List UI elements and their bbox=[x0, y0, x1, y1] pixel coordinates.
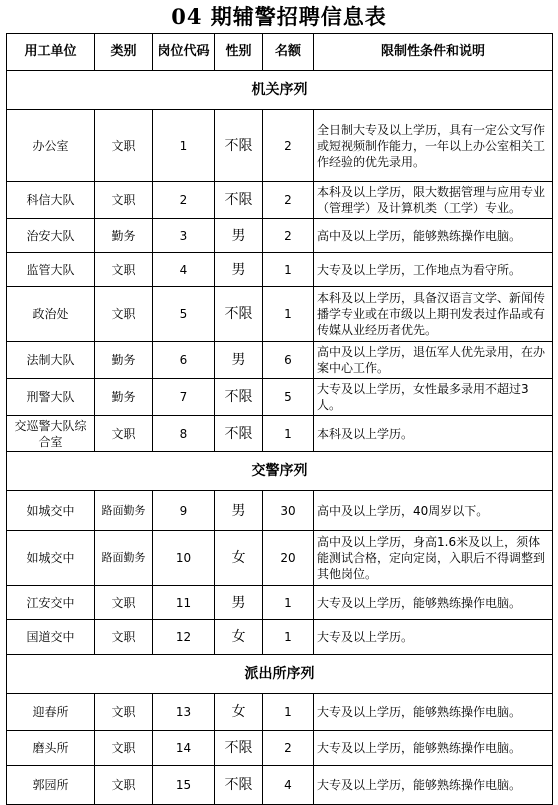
row-code: 3 bbox=[153, 219, 215, 253]
row-unit: 刑警大队 bbox=[7, 379, 95, 416]
table-row bbox=[7, 694, 553, 731]
row-code: 8 bbox=[153, 416, 215, 452]
row-quota: 1 bbox=[263, 287, 314, 342]
row-category: 勤务 bbox=[95, 342, 153, 379]
row-category: 勤务 bbox=[95, 219, 153, 253]
row-category: 文职 bbox=[95, 766, 153, 805]
row-code: 4 bbox=[153, 253, 215, 287]
row-code: 15 bbox=[153, 766, 215, 805]
row-category: 文职 bbox=[95, 731, 153, 766]
table-row bbox=[7, 416, 553, 452]
row-notes: 大专及以上学历，能够熟练操作电脑。 bbox=[314, 694, 553, 731]
row-unit: 磨头所 bbox=[7, 731, 95, 766]
row-unit: 办公室 bbox=[7, 110, 95, 182]
row-code: 11 bbox=[153, 586, 215, 620]
row-gender: 男 bbox=[215, 586, 263, 620]
row-code: 2 bbox=[153, 182, 215, 219]
row-category: 文职 bbox=[95, 253, 153, 287]
section-title: 派出所序列 bbox=[7, 655, 553, 694]
row-unit: 科信大队 bbox=[7, 182, 95, 219]
header-quota: 名额 bbox=[263, 34, 314, 71]
row-category: 文职 bbox=[95, 287, 153, 342]
section-title: 交警序列 bbox=[7, 452, 553, 491]
row-gender: 不限 bbox=[215, 182, 263, 219]
row-category: 路面勤务 bbox=[95, 531, 153, 586]
table-row bbox=[7, 731, 553, 766]
row-notes: 高中及以上学历，40周岁以下。 bbox=[314, 491, 553, 531]
row-quota: 2 bbox=[263, 110, 314, 182]
row-category: 文职 bbox=[95, 416, 153, 452]
row-quota: 1 bbox=[263, 253, 314, 287]
header-notes: 限制性条件和说明 bbox=[314, 34, 553, 71]
row-notes: 大专及以上学历，能够熟练操作电脑。 bbox=[314, 766, 553, 805]
table-row bbox=[7, 379, 553, 416]
row-gender: 男 bbox=[215, 219, 263, 253]
row-notes: 高中及以上学历，能够熟练操作电脑。 bbox=[314, 219, 553, 253]
row-category: 文职 bbox=[95, 586, 153, 620]
table-row bbox=[7, 620, 553, 655]
row-gender: 不限 bbox=[215, 731, 263, 766]
row-code: 1 bbox=[153, 110, 215, 182]
row-unit: 治安大队 bbox=[7, 219, 95, 253]
row-code: 14 bbox=[153, 731, 215, 766]
row-gender: 女 bbox=[215, 531, 263, 586]
row-code: 10 bbox=[153, 531, 215, 586]
table-row bbox=[7, 342, 553, 379]
row-quota: 6 bbox=[263, 342, 314, 379]
row-gender: 女 bbox=[215, 694, 263, 731]
header-category: 类别 bbox=[95, 34, 153, 71]
row-unit: 郭园所 bbox=[7, 766, 95, 805]
row-unit: 法制大队 bbox=[7, 342, 95, 379]
recruitment-table bbox=[6, 33, 553, 805]
header-code: 岗位代码 bbox=[153, 34, 215, 71]
header-unit: 用工单位 bbox=[7, 34, 95, 71]
row-unit: 江安交中 bbox=[7, 586, 95, 620]
row-quota: 1 bbox=[263, 586, 314, 620]
row-code: 9 bbox=[153, 491, 215, 531]
row-unit: 迎春所 bbox=[7, 694, 95, 731]
row-category: 文职 bbox=[95, 620, 153, 655]
row-notes: 大专及以上学历。 bbox=[314, 620, 553, 655]
row-quota: 2 bbox=[263, 219, 314, 253]
row-unit: 如城交中 bbox=[7, 531, 95, 586]
row-notes: 高中及以上学历，退伍军人优先录用，在办案中心工作。 bbox=[314, 342, 553, 379]
row-quota: 30 bbox=[263, 491, 314, 531]
row-quota: 4 bbox=[263, 766, 314, 805]
row-unit: 交巡警大队综合室 bbox=[7, 416, 95, 452]
table-row bbox=[7, 110, 553, 182]
row-gender: 不限 bbox=[215, 379, 263, 416]
table-row bbox=[7, 491, 553, 531]
row-notes: 本科及以上学历，限大数据管理与应用专业（管理学）及计算机类（工学）专业。 bbox=[314, 182, 553, 219]
row-code: 7 bbox=[153, 379, 215, 416]
row-notes: 大专及以上学历，能够熟练操作电脑。 bbox=[314, 586, 553, 620]
table-row bbox=[7, 182, 553, 219]
row-category: 路面勤务 bbox=[95, 491, 153, 531]
row-gender: 不限 bbox=[215, 287, 263, 342]
row-quota: 2 bbox=[263, 182, 314, 219]
row-code: 12 bbox=[153, 620, 215, 655]
row-code: 13 bbox=[153, 694, 215, 731]
table-body bbox=[7, 71, 553, 805]
row-quota: 2 bbox=[263, 731, 314, 766]
row-unit: 国道交中 bbox=[7, 620, 95, 655]
table-row bbox=[7, 253, 553, 287]
row-gender: 不限 bbox=[215, 416, 263, 452]
row-gender: 不限 bbox=[215, 110, 263, 182]
row-category: 文职 bbox=[95, 694, 153, 731]
row-unit: 政治处 bbox=[7, 287, 95, 342]
row-gender: 男 bbox=[215, 342, 263, 379]
row-notes: 全日制大专及以上学历，具有一定公文写作或短视频制作能力，一年以上办公室相关工作经验的优先录用。 bbox=[314, 110, 553, 182]
row-quota: 1 bbox=[263, 694, 314, 731]
row-unit: 监管大队 bbox=[7, 253, 95, 287]
row-notes: 大专及以上学历，能够熟练操作电脑。 bbox=[314, 731, 553, 766]
section-row bbox=[7, 71, 553, 110]
row-code: 6 bbox=[153, 342, 215, 379]
section-row bbox=[7, 452, 553, 491]
section-row bbox=[7, 655, 553, 694]
row-gender: 男 bbox=[215, 253, 263, 287]
row-notes: 大专及以上学历，工作地点为看守所。 bbox=[314, 253, 553, 287]
row-category: 勤务 bbox=[95, 379, 153, 416]
row-notes: 本科及以上学历。 bbox=[314, 416, 553, 452]
header-row bbox=[7, 34, 553, 71]
page-title: 04 期辅警招聘信息表 bbox=[171, 4, 387, 29]
row-code: 5 bbox=[153, 287, 215, 342]
header-gender: 性别 bbox=[215, 34, 263, 71]
row-gender: 不限 bbox=[215, 766, 263, 805]
row-notes: 大专及以上学历，女性最多录用不超过3人。 bbox=[314, 379, 553, 416]
section-title: 机关序列 bbox=[7, 71, 553, 110]
row-category: 文职 bbox=[95, 110, 153, 182]
row-unit: 如城交中 bbox=[7, 491, 95, 531]
row-quota: 1 bbox=[263, 416, 314, 452]
row-category: 文职 bbox=[95, 182, 153, 219]
table-row bbox=[7, 219, 553, 253]
row-quota: 20 bbox=[263, 531, 314, 586]
table-row bbox=[7, 531, 553, 586]
row-notes: 高中及以上学历，身高1.6米及以上，须体能测试合格，定向定岗，入职后不得调整到其他岗位。 bbox=[314, 531, 553, 586]
table-row bbox=[7, 586, 553, 620]
table-row bbox=[7, 766, 553, 805]
row-quota: 1 bbox=[263, 620, 314, 655]
row-notes: 本科及以上学历，具备汉语言文学、新闻传播学专业或在市级以上期刊发表过作品或有传媒从业经历者优先。 bbox=[314, 287, 553, 342]
row-quota: 5 bbox=[263, 379, 314, 416]
row-gender: 男 bbox=[215, 491, 263, 531]
row-gender: 女 bbox=[215, 620, 263, 655]
table-row bbox=[7, 287, 553, 342]
